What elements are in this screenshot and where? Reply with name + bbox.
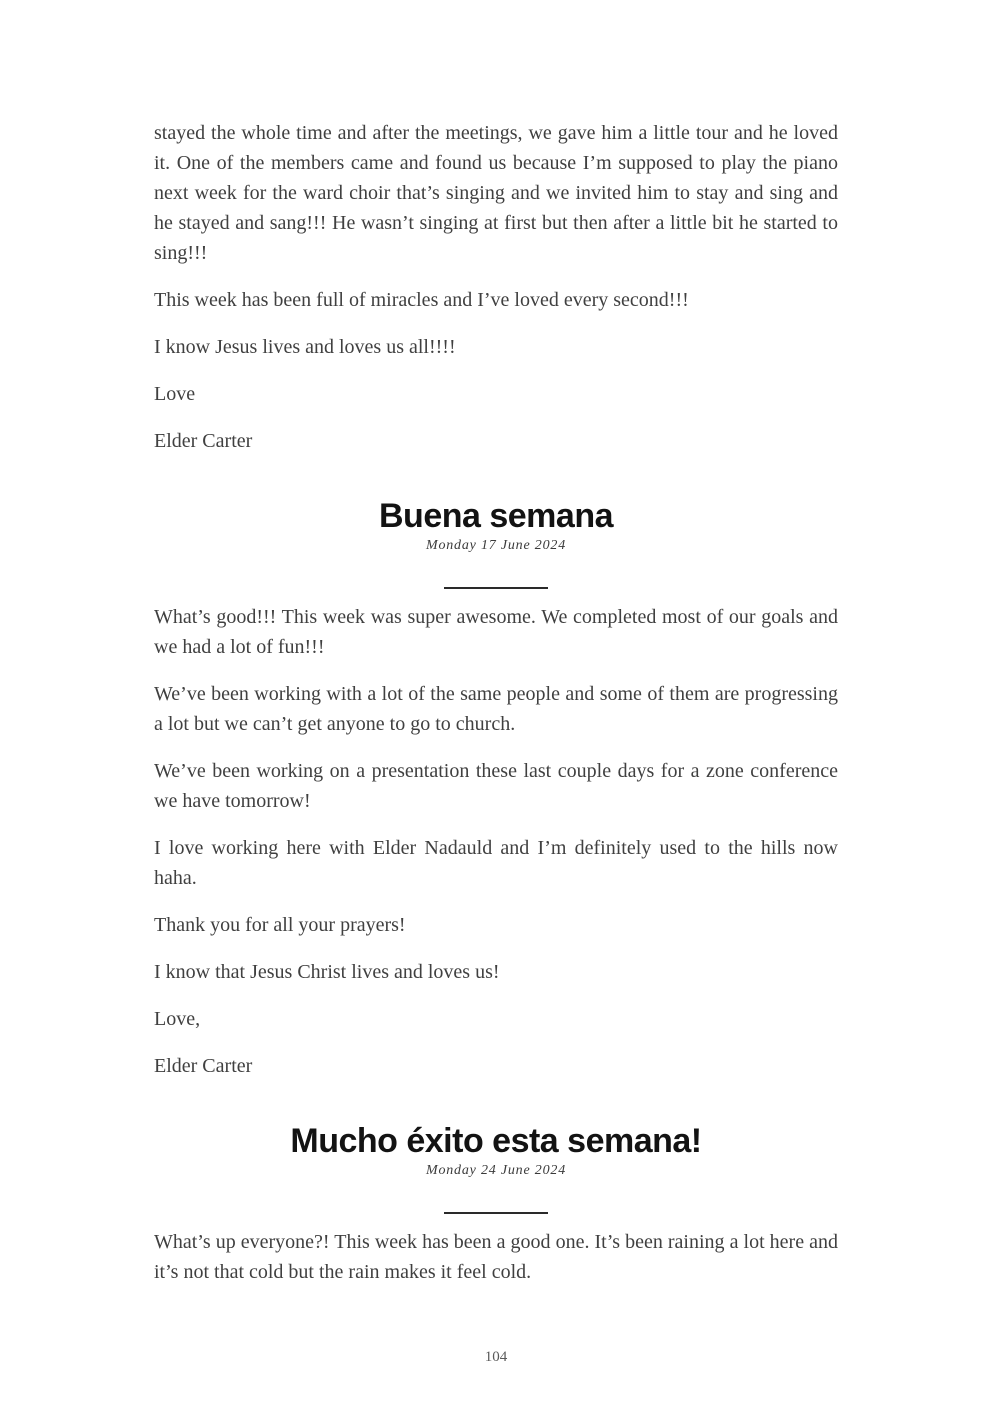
- signature-love: Love,: [154, 1008, 201, 1030]
- body-paragraph: What’s good!!! This week was super awesome. We completed most of our goals and we had a lot of fun!!!: [154, 606, 838, 658]
- body-paragraph: stayed the whole time and after the meetings, we gave him a little tour and he loved it. One of the members came and found us because I’m supposed to play the piano next week for the ward choir that’s singing and we invited him to stay and sing and he stayed and sang!!! He wasn’t singing at first but then after a little bit he started to sing!!!: [154, 122, 838, 264]
- signature-name: Elder Carter: [154, 1055, 253, 1077]
- page-number: 104: [484, 1349, 508, 1365]
- body-paragraph: This week has been full of miracles and I’ve loved every second!!!: [154, 289, 689, 311]
- body-paragraph: I love working here with Elder Nadauld and I’m definitely used to the hills now haha.: [154, 837, 838, 889]
- body-paragraph: We’ve been working with a lot of the same people and some of them are progressing a lot but we can’t get anyone to go to church.: [154, 683, 838, 735]
- body-paragraph: What’s up everyone?! This week has been a good one. It’s been raining a lot here and it’s not that cold but the rain makes it feel cold.: [154, 1231, 838, 1283]
- page-content: [154, 0, 838, 1287]
- body-paragraph: I know Jesus lives and loves us all!!!!: [154, 336, 456, 358]
- body-paragraph: Thank you for all your prayers!: [154, 914, 406, 936]
- entry-date: Monday 17 June 2024: [425, 538, 566, 553]
- section-divider: [444, 1212, 548, 1214]
- section-divider: [444, 587, 548, 589]
- entry-title: Mucho éxito esta semana!: [290, 1122, 702, 1160]
- body-paragraph: I know that Jesus Christ lives and loves us!: [154, 961, 500, 983]
- body-paragraph: We’ve been working on a presentation these last couple days for a zone conference we have tomorrow!: [154, 760, 838, 812]
- journal-entry-continuation: [154, 118, 838, 456]
- entry-date: Monday 24 June 2024: [425, 1163, 566, 1178]
- entry-title: Buena semana: [379, 497, 613, 535]
- signature-love: Love: [154, 383, 196, 405]
- signature-name: Elder Carter: [154, 430, 253, 452]
- journal-entry-buena-semana: [154, 496, 838, 1081]
- journal-entry-mucho-exito: [154, 1121, 838, 1287]
